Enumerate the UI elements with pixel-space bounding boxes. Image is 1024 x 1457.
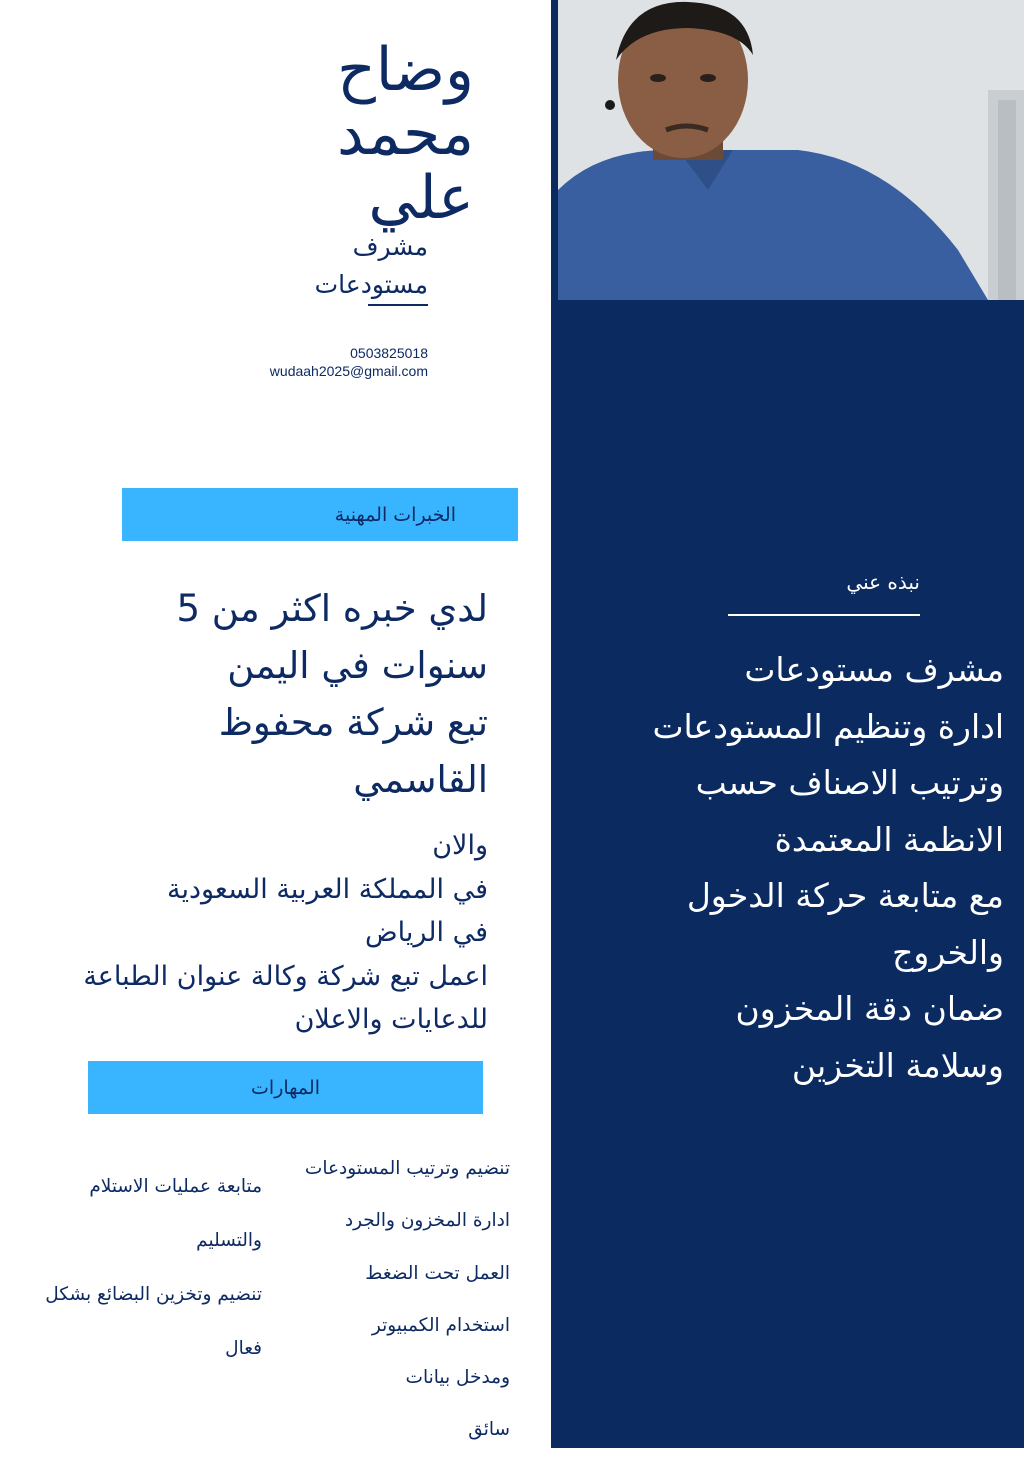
about-line: وسلامة التخزين — [791, 1045, 1004, 1085]
about-line: ضمان دقة المخزون — [735, 989, 1004, 1028]
skill-item: العمل تحت الضغط — [365, 1262, 510, 1284]
skills-column-1 — [270, 1143, 510, 1457]
about-line: والخروج — [892, 932, 1004, 972]
name-line-2: محمد — [336, 99, 474, 169]
contact-info — [230, 344, 428, 380]
experience-sub-line: للدعايات والاعلان — [294, 1004, 488, 1035]
about-text — [560, 642, 1004, 1094]
skill-item: ادارة المخزون والجرد — [344, 1210, 510, 1232]
skill-item: متابعة عمليات الاستلام — [89, 1176, 262, 1197]
profile-photo — [558, 0, 1024, 300]
about-line: مشرف مستودعات — [744, 650, 1004, 689]
about-line: مع متابعة حركة الدخول — [686, 876, 1004, 915]
skill-item: والتسليم — [196, 1230, 262, 1251]
email-address: wudaah2025@gmail.com — [269, 363, 428, 379]
title-underline — [368, 304, 428, 306]
skills-heading-bar — [88, 1061, 483, 1114]
skill-item: سائق — [468, 1419, 510, 1441]
experience-main-line: القاسمي — [353, 758, 488, 801]
skills-column-2 — [4, 1160, 262, 1376]
about-line: ادارة وتنظيم المستودعات — [652, 706, 1004, 746]
experience-heading-bar — [122, 488, 518, 541]
name-line-3: علي — [368, 163, 474, 233]
skill-item: ومدخل بيانات — [405, 1367, 510, 1389]
experience-main-text — [40, 580, 488, 808]
experience-heading: الخبرات المهنية — [334, 503, 456, 526]
experience-main-line: تبع شركة محفوظ — [218, 701, 488, 744]
skill-item: استخدام الكمبيوتر — [371, 1314, 510, 1336]
skill-item: تنضيم وترتيب المستودعات — [304, 1158, 510, 1179]
about-line: وترتيب الاصناف حسب — [695, 763, 1004, 802]
candidate-name — [174, 35, 474, 233]
about-heading: نبذه عني — [846, 570, 920, 594]
experience-main-line: لدي خبره اكثر من 5 — [176, 587, 488, 630]
about-line: الانظمة المعتمدة — [774, 819, 1004, 859]
phone-number: 0503825018 — [350, 345, 428, 361]
skill-item: تنضيم وتخزين البضائع بشكل — [45, 1284, 262, 1305]
experience-sub-text — [10, 824, 488, 1042]
job-title-line-1: مشرف — [352, 232, 428, 261]
name-line-1: وضاح — [337, 35, 474, 105]
experience-sub-line: والان — [432, 830, 488, 861]
job-title-line-2: مستودعات — [314, 270, 428, 299]
experience-sub-line: اعمل تبع شركة وكالة عنوان الطباعة — [83, 960, 488, 992]
about-underline — [728, 614, 920, 616]
experience-sub-line: في الرياض — [364, 917, 488, 948]
skill-item: فعال — [225, 1338, 262, 1359]
job-title — [208, 228, 428, 304]
skills-heading: المهارات — [251, 1076, 320, 1099]
experience-main-line: سنوات في اليمن — [227, 644, 488, 687]
experience-sub-line: في المملكة العربية السعودية — [166, 873, 488, 905]
